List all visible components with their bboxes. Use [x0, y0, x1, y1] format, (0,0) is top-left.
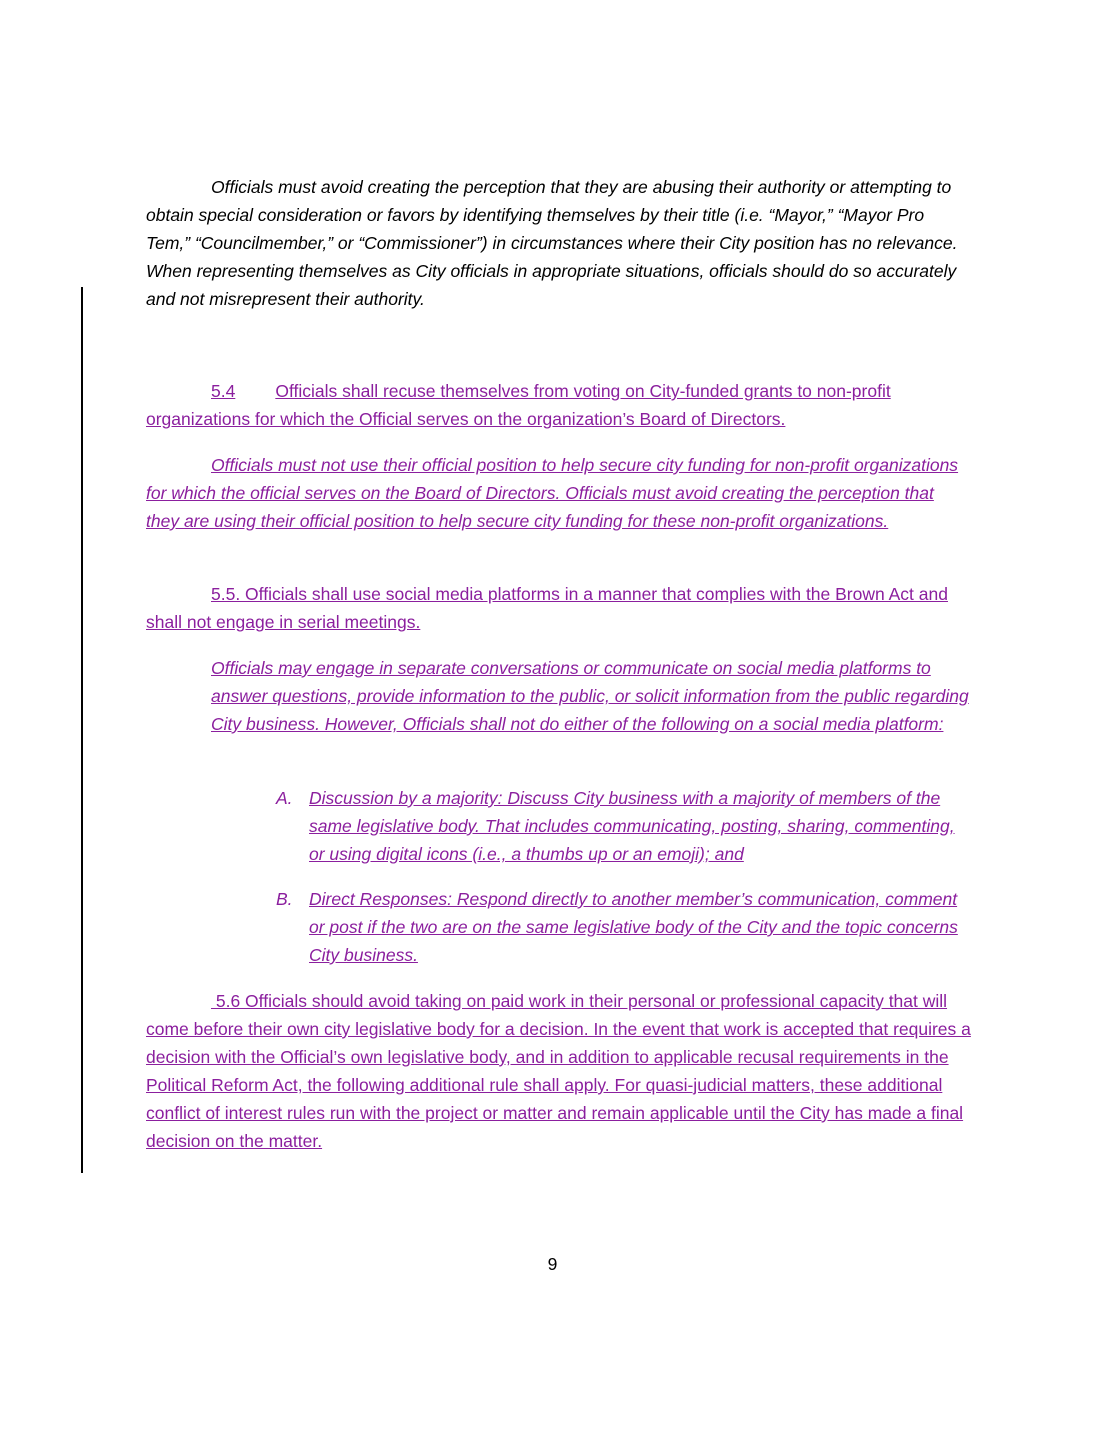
paragraph-title-usage: Officials must avoid creating the perception that they are abusing their authority or attempting to obtain special consideration or favors by identifying themselves by their title (i.e. “Mayor,” “Mayor Pro Tem,” “Councilmember,” or “Commissioner”) in circumstances where their City position has no relevance. When representing themselves as City officials in appropriate situations, officials should do so accurately and not misrepresent their authority.	[146, 177, 958, 309]
section-5-5-detail: Officials may engage in separate conversations or communicate on social media platforms to answer questions, provide information to the public, or solicit information from the public regarding City business. However, Officials shall not do either of the following on a social media platform:	[211, 658, 969, 734]
list-item-a: A. Discussion by a majority: Discuss City business with a majority of members of the same legislative body. That includes communicating, posting, sharing, commenting, or using digital icons (i.e., a thumbs up or an emoji); and	[276, 784, 966, 868]
section-5-5: 5.5. Officials shall use social media platforms in a manner that complies with the Brown Act and shall not engage in serial meetings.	[146, 584, 948, 632]
section-5-4-detail: Officials must not use their official position to help secure city funding for non-profit organizations for which the official serves on the Board of Directors. Officials must avoid creating the perception that they are using their official position to help secure city funding for these non-profit organizations.	[146, 455, 959, 531]
list-letter-b: B.	[276, 889, 293, 909]
section-5-4-text: Officials shall recuse themselves from voting on City-funded grants to non-profit organizations for which the Official serves on the organization’s Board of Directors.	[146, 381, 891, 429]
section-5-4-number: 5.4	[211, 381, 236, 401]
list-item-b: B. Direct Responses: Respond directly to another member’s communication, comment or post if the two are on the same legislative body of the City and the topic concerns City business.	[276, 885, 966, 969]
page-number: 9	[547, 1254, 558, 1274]
list-letter-a: A.	[276, 788, 293, 808]
section-5-6: 5.6 Officials should avoid taking on paid work in their personal or professional capacity that will come before their own city legislative body for a decision. In the event that work is accepted that requires a decision with the Official’s own legislative body, and in addition to applicable recusal requirements in the Political Reform Act, the following additional rule shall apply. For quasi-judicial matters, these additional conflict of interest rules run with the project or matter and remain applicable until the City has made a final decision on the matter.	[146, 991, 971, 1151]
revision-change-bar	[81, 287, 83, 1173]
section-5-4	[146, 377, 971, 433]
